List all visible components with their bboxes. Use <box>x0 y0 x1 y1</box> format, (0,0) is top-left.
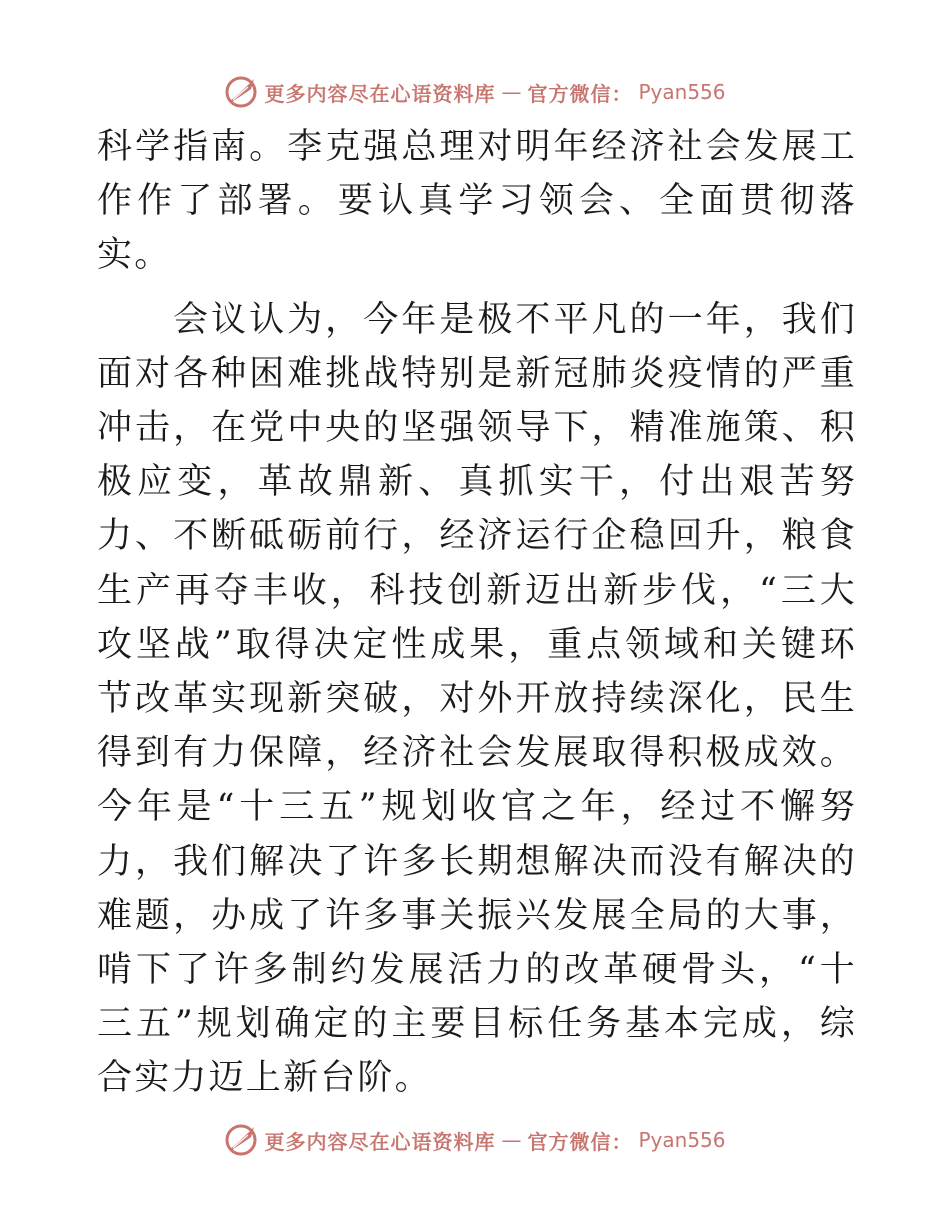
header-banner-text: 更多内容尽在心语资料库 <box>264 81 496 106</box>
header-banner-separator: — <box>501 80 522 104</box>
header-wechat-id: Pyan556 <box>638 80 726 104</box>
paragraph-2: 会议认为，今年是极不平凡的一年，我们面对各种困难挑战特别是新冠肺炎疫情的严重冲击，在党中央的坚强领导下，精准施策、积极应变，革故鼎新、真抓实干，付出艰苦努力、不断砥砺前行，经济运行企稳回升，粮食生产再夺丰收，科技创新迈出新步伐，“三大攻坚战”取得决定性成果，重点领域和关键环节改革实现新突破，对外开放持续深化，民生得到有力保障，经济社会发展取得积极成效。今年是“十三五”规划收官之年，经过不懈努力，我们解决了许多长期想解决而没有解决的难题，办成了许多事关振兴发展全局的大事，啃下了许多制约发展活力的改革硬骨头，“十三五”规划确定的主要目标任务基本完成，综合实力迈上新台阶。 <box>97 299 857 1099</box>
footer-banner <box>0 1120 950 1160</box>
header-banner <box>0 72 950 112</box>
footer-wechat-id: Pyan556 <box>638 1128 726 1152</box>
quill-circle-icon <box>224 1123 258 1157</box>
paragraph-1: 科学指南。李克强总理对明年经济社会发展工作作了部署。要认真学习领会、全面贯彻落实。 <box>97 127 857 276</box>
footer-wechat-label: 官方微信： <box>527 1129 633 1154</box>
footer-banner-separator: — <box>501 1128 522 1152</box>
quill-circle-icon <box>224 75 258 109</box>
header-wechat-label: 官方微信： <box>527 81 633 106</box>
document-body <box>97 120 857 1106</box>
footer-banner-text: 更多内容尽在心语资料库 <box>264 1129 496 1154</box>
